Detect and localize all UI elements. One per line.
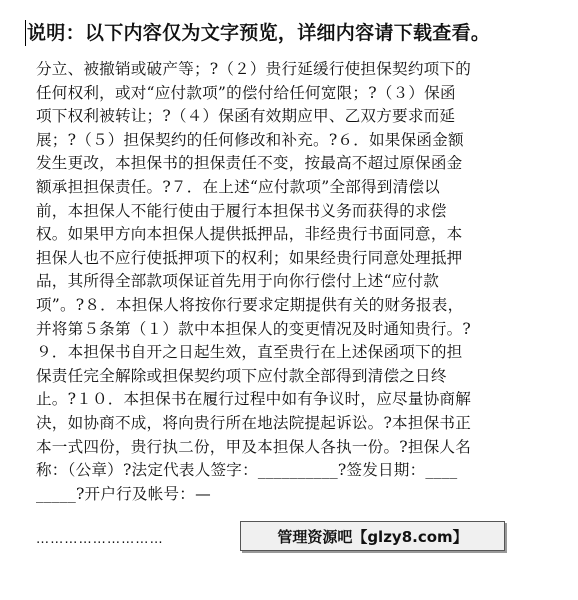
text-line: 决，如协商不成，将向贵行所在地法院提起诉讼。?本担保书正 bbox=[36, 413, 471, 432]
dotted-leader: ……………………… bbox=[36, 532, 164, 547]
text-line: 称：（公章）?法定代表人签字：__________?签发日期：____ bbox=[36, 461, 458, 480]
text-line: 项下权利被转让；?（４）保函有效期应甲、乙双方要求而延 bbox=[36, 107, 456, 126]
text-cursor bbox=[25, 20, 26, 46]
text-line: _____?开户行及帐号：— bbox=[36, 484, 211, 503]
text-line: 担保人也不应行使抵押项下的权利；如果经贵行同意处理抵押 bbox=[36, 248, 463, 267]
text-line: 前，本担保人不能行使由于履行本担保书义务而获得的求偿 bbox=[36, 201, 447, 220]
text-line: 项”。?８．本担保人将按你行要求定期提供有关的财务报表， bbox=[36, 295, 464, 314]
document-body bbox=[36, 58, 556, 506]
text-line: 本一式四份，贵行执二份，甲及本担保人各执一份。?担保人名 bbox=[36, 437, 471, 456]
text-line: 分立、被撤销或破产等；?（２）贵行延缓行使担保契约项下的 bbox=[36, 60, 471, 78]
text-line: 展；?（５）担保契约的任何修改和补充。?６．如果保函金额 bbox=[36, 130, 464, 149]
text-line: 权。如果甲方向本担保人提供抵押品，非经贵行书面同意，本 bbox=[36, 225, 463, 244]
text-line: 任何权利，或对“应付款项”的偿付给任何宽限；?（３）保函 bbox=[36, 83, 456, 102]
text-line: 发生更改，本担保书的担保责任不变，按最高不超过原保函金 bbox=[36, 154, 463, 173]
text-line: ９．本担保书自开之日起生效，直至贵行在上述保函项下的担 bbox=[36, 343, 463, 362]
text-line: 品，其所得全部款项保证首先用于向你行偿付上述“应付款 bbox=[36, 272, 440, 291]
preview-notice: 说明：以下内容仅为文字预览，详细内容请下载查看。 bbox=[27, 22, 491, 44]
watermark-banner[interactable]: 管理资源吧【glzy8.com】 bbox=[240, 521, 505, 551]
text-line: 止。?１０．本担保书在履行过程中如有争议时，应尽量协商解 bbox=[36, 390, 471, 409]
text-line: 并将第５条第（１）款中本担保人的变更情况及时通知贵行。? bbox=[36, 319, 471, 338]
text-line: 保责任完全解除或担保契约项下应付款全部得到清偿之日终 bbox=[36, 366, 447, 385]
text-line: 额承担担保责任。?７．在上述“应付款项”全部得到清偿以 bbox=[36, 177, 440, 196]
